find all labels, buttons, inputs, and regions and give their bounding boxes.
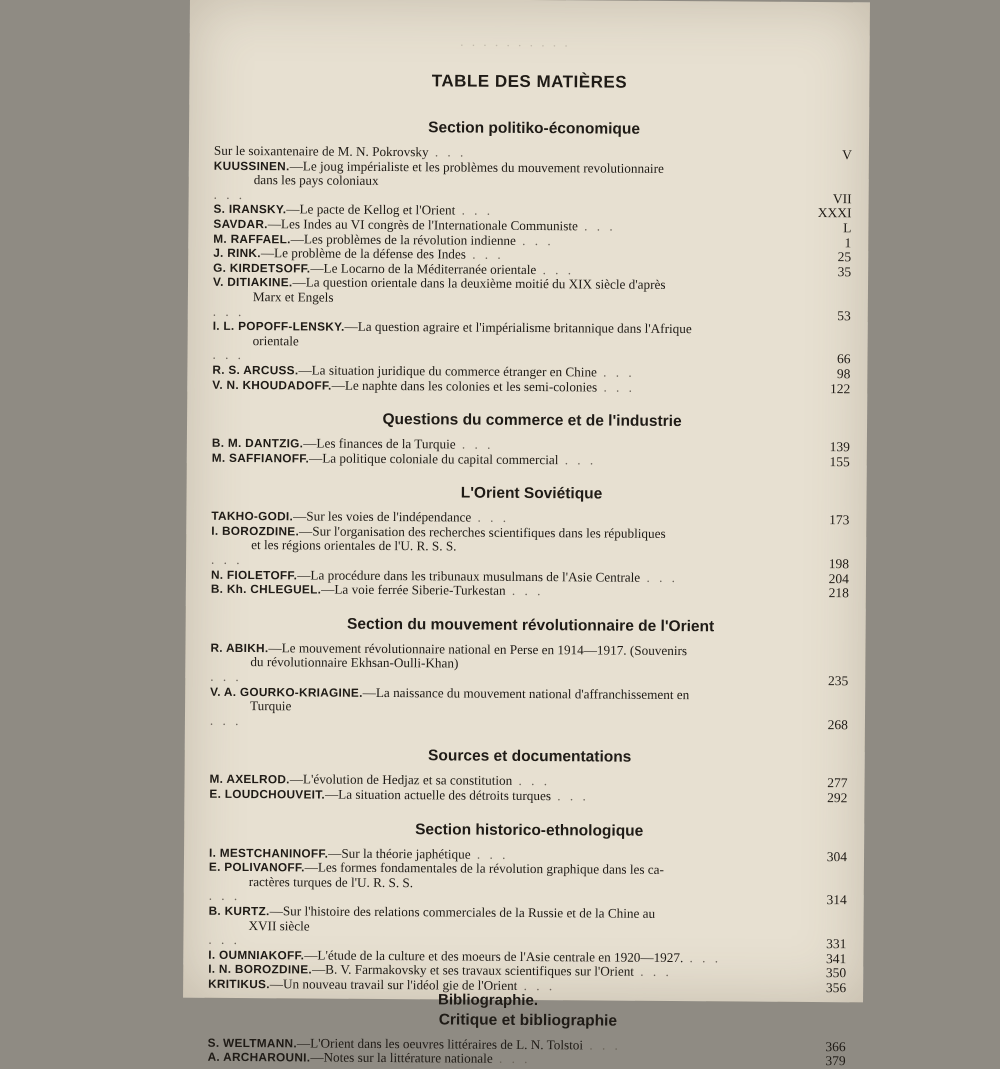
page-number: 314 bbox=[826, 892, 847, 908]
entry-author: I. N. BOROZDINE. bbox=[208, 962, 313, 977]
toc-entry bbox=[212, 319, 852, 367]
page-number: 341 bbox=[826, 950, 847, 966]
entry-title: —La situation juridique du commerce étranger en Chine bbox=[298, 362, 597, 380]
entry-author: B. M. DANTZIG. bbox=[211, 435, 304, 451]
toc-entry bbox=[212, 377, 852, 396]
dot-leader: . . . bbox=[208, 931, 240, 948]
entry-author: I. MESTCHANINOFF. bbox=[208, 845, 329, 861]
page-number: 235 bbox=[827, 673, 849, 689]
toc-entry bbox=[210, 641, 850, 689]
entry-title: —La procédure dans les tribunaux musulmans de l'Asie Centrale bbox=[297, 567, 641, 585]
entry-author: V. A. GOURKO-KRIAGINE. bbox=[210, 684, 363, 700]
page-number: 139 bbox=[829, 439, 850, 455]
page-number: 1 bbox=[844, 234, 852, 250]
dot-leader: . . . bbox=[512, 773, 551, 789]
entry-author: A. ARCHAROUNI. bbox=[207, 1049, 311, 1065]
toc-entry bbox=[212, 450, 852, 469]
entry-author: R. S. ARCUSS. bbox=[212, 362, 299, 378]
entry-title-continued: ractères turques de l'U. R. S. S. bbox=[248, 873, 414, 890]
page-number: 331 bbox=[826, 936, 847, 952]
entry-title: —La situation actuelle des détroits turques bbox=[324, 786, 552, 804]
dot-leader: . . . bbox=[455, 202, 494, 219]
entry-author: TAKHO-GODI. bbox=[211, 509, 294, 524]
section-heading: Sources et documentations bbox=[428, 747, 632, 767]
book-page bbox=[183, 0, 870, 1069]
entry-title-continued: Marx et Engels bbox=[252, 289, 334, 305]
section-heading: Section politiko-économique bbox=[428, 119, 641, 138]
dot-leader: . . . bbox=[583, 1036, 621, 1053]
entry-title: —Les formes fondamentales de la révolution graphique dans les ca- bbox=[304, 859, 664, 878]
entry-title: —Un nouveau travail sur l'idéol gie de l'Orient bbox=[269, 976, 518, 993]
entry-author: I. OUMNIAKOFF. bbox=[208, 947, 305, 963]
page-number: 379 bbox=[825, 1053, 846, 1069]
page-number: 173 bbox=[829, 512, 850, 528]
entry-title: —La naissance du mouvement national d'affranchissement en bbox=[362, 684, 690, 702]
page-number: 66 bbox=[836, 351, 851, 367]
entry-title-continued: et les régions orientales de l'U. R. S. S. bbox=[251, 537, 457, 554]
dot-leader: . . . bbox=[471, 509, 510, 526]
dot-leader: . . . bbox=[505, 583, 544, 599]
entry-author: B. Kh. CHLEGUEL. bbox=[210, 582, 322, 597]
entry-title-continued: XVII siècle bbox=[248, 917, 310, 934]
page-number: L bbox=[843, 220, 852, 236]
page-number: XXXI bbox=[817, 205, 852, 221]
dot-leader: . . . bbox=[428, 144, 467, 160]
entry-author: M. SAFFIANOFF. bbox=[211, 450, 310, 466]
dot-leader: . . . bbox=[209, 712, 242, 728]
table-of-contents bbox=[208, 106, 855, 1069]
page-number: 204 bbox=[828, 570, 850, 586]
page-number: 277 bbox=[827, 775, 848, 791]
dot-leader: . . . bbox=[210, 668, 242, 685]
page-number: 356 bbox=[825, 980, 847, 996]
entry-title-continued: Turquie bbox=[250, 698, 292, 714]
entry-author: S. WELTMANN. bbox=[207, 1035, 297, 1050]
entry-title: —Le pacte de Kellog et l'Orient bbox=[286, 201, 456, 218]
entry-author: I. BOROZDINE. bbox=[211, 523, 300, 539]
entry-author: V. N. KHOUDADOFF. bbox=[212, 377, 332, 393]
section-heading: L'Orient Soviétique bbox=[460, 484, 603, 503]
dot-leader: . . . bbox=[212, 303, 245, 319]
dot-leader: . . . bbox=[465, 246, 504, 262]
page-number: VII bbox=[832, 190, 852, 207]
dot-leader: . . . bbox=[536, 261, 575, 278]
entry-title: Sur le soixantenaire de M. N. Pokrovsky bbox=[213, 142, 429, 160]
dot-leader: . . . bbox=[517, 977, 556, 994]
entry-title: —Les finances de la Turquie bbox=[303, 435, 456, 452]
entry-title: —Sur les voies de l'indépendance bbox=[293, 508, 472, 525]
entry-author: R. ABIKH. bbox=[210, 640, 269, 656]
dot-leader: . . . bbox=[597, 378, 636, 395]
entry-title: —Notes sur la littérature nationale bbox=[310, 1049, 493, 1066]
toc-entry bbox=[211, 582, 851, 601]
entry-title: —La politique coloniale du capital commercial bbox=[309, 450, 559, 467]
entry-title: —La question orientale dans la deuxième moitié du XIX siècle d'après bbox=[292, 274, 666, 293]
entry-title: —Le mouvement révolutionnaire national en Perse en 1914—1917. (Souvenirs bbox=[268, 640, 688, 658]
page-number: 350 bbox=[825, 965, 847, 981]
entry-author: M. AXELROD. bbox=[209, 772, 290, 787]
toc-entry bbox=[209, 860, 849, 908]
section-heading: Section du mouvement révolutionnaire de l'Orient bbox=[347, 615, 715, 636]
toc-entry bbox=[211, 524, 851, 572]
dot-leader: . . . bbox=[640, 569, 679, 585]
dot-leader: . . . bbox=[596, 364, 635, 380]
page-title: TABLE DES MATIÈRES bbox=[431, 71, 628, 92]
page-number: 198 bbox=[828, 556, 850, 572]
entry-author: KUUSSINEN. bbox=[213, 158, 290, 173]
entry-title: —Sur l'organisation des recherches scientifiques dans les républiques bbox=[299, 523, 666, 541]
entry-author: I. L. POPOFF-LENSKY. bbox=[212, 318, 345, 334]
entry-title: —Sur la théorie japhétique bbox=[328, 845, 471, 862]
entry-title: —Le naphte dans les colonies et les semi-colonies bbox=[331, 377, 598, 394]
page-number: 268 bbox=[827, 716, 849, 733]
dot-leader: . . . bbox=[211, 551, 243, 568]
dot-leader: . . . bbox=[515, 232, 554, 248]
entry-title: —L'Orient dans les oeuvres littéraires de L. N. Tolstoi bbox=[296, 1034, 584, 1052]
entry-author: B. KURTZ. bbox=[208, 903, 270, 919]
entry-title: —Le problème de la défense des Indes bbox=[260, 245, 466, 262]
entry-author: J. RINK. bbox=[213, 245, 261, 261]
toc-entry bbox=[209, 787, 849, 806]
dot-leader: . . . bbox=[492, 1050, 531, 1067]
toc-entry bbox=[214, 158, 854, 206]
entry-author: V. DITIAKINE. bbox=[212, 275, 293, 290]
dot-leader: . . . bbox=[455, 436, 494, 452]
bleed-through-text: · · · · · · · · · · bbox=[459, 37, 571, 54]
dot-leader: . . . bbox=[208, 888, 241, 904]
entry-title: —Les Indes au VI congrès de l'Internationale Communiste bbox=[267, 216, 578, 234]
page-number: 366 bbox=[825, 1038, 846, 1054]
page-number: 53 bbox=[837, 307, 851, 323]
page-number: 304 bbox=[826, 848, 848, 864]
entry-title: —Sur l'histoire des relations commerciales de la Russie et de la Chine au bbox=[269, 903, 656, 921]
entry-author: N. FIOLETOFF. bbox=[210, 567, 298, 583]
entry-author: G. KIRDETSOFF. bbox=[213, 260, 311, 276]
dot-leader: . . . bbox=[577, 218, 616, 234]
section-heading: Section historico-ethnologique bbox=[415, 820, 644, 840]
dot-leader: . . . bbox=[212, 347, 245, 363]
entry-title-continued: dans les pays coloniaux bbox=[253, 172, 379, 189]
entry-title: —Le Locarno de la Méditerranée orientale bbox=[310, 260, 537, 277]
dot-leader: . . . bbox=[213, 186, 246, 202]
toc-entry bbox=[208, 1050, 848, 1069]
page-number: 98 bbox=[836, 366, 851, 382]
section-heading: Critique et bibliographie bbox=[438, 1010, 618, 1030]
page-number: 35 bbox=[837, 263, 852, 279]
page-number: 218 bbox=[828, 585, 849, 601]
entry-title-continued: du révolutionnaire Ekhsan-Oulli-Khan) bbox=[250, 654, 459, 671]
dot-leader: . . . bbox=[470, 846, 509, 862]
entry-author: E. POLIVANOFF. bbox=[208, 859, 305, 875]
page-number: 155 bbox=[829, 453, 850, 469]
dot-leader: . . . bbox=[550, 788, 589, 804]
entry-author: KRITIKUS. bbox=[208, 976, 270, 992]
entry-title-continued: orientale bbox=[252, 332, 299, 349]
entry-title: —L'évolution de Hedjaz et sa constitution bbox=[289, 771, 513, 789]
entry-author: S. IRANSKY. bbox=[213, 202, 287, 217]
bibliographie-heading: Bibliographie. bbox=[437, 991, 539, 1010]
entry-author: SAVDAR. bbox=[213, 216, 268, 232]
entry-author: M. RAFFAEL. bbox=[213, 231, 291, 246]
dot-leader: . . . bbox=[683, 949, 722, 966]
entry-title: —La voie ferrée Siberie-Turkestan bbox=[321, 581, 506, 599]
toc-entry bbox=[208, 904, 848, 952]
entry-title: —L'étude de la culture et des moeurs de l'Asie centrale en 1920—1927. bbox=[304, 947, 684, 965]
entry-author: E. LOUDCHOUVEIT. bbox=[209, 786, 326, 802]
page-number: 25 bbox=[837, 249, 852, 265]
dot-leader: . . . bbox=[633, 964, 672, 980]
entry-title: —Les problèmes de la révolution indienne bbox=[290, 230, 516, 248]
entry-title: —Le joug impérialiste et les problèmes du mouvement revolutionnaire bbox=[289, 157, 664, 176]
toc-entry bbox=[210, 684, 850, 732]
page-number: V bbox=[842, 147, 852, 163]
entry-title: —La question agraire et l'impérialisme britannique dans l'Afrique bbox=[344, 318, 692, 337]
page-number: 292 bbox=[827, 790, 848, 806]
section-heading: Questions du commerce et de l'industrie bbox=[382, 411, 682, 431]
dot-leader: . . . bbox=[558, 451, 597, 468]
page-number: 122 bbox=[829, 380, 851, 396]
toc-entry bbox=[213, 275, 853, 323]
entry-title: —B. V. Farmakovsky et ses travaux scientifiques sur l'Orient bbox=[311, 961, 635, 980]
